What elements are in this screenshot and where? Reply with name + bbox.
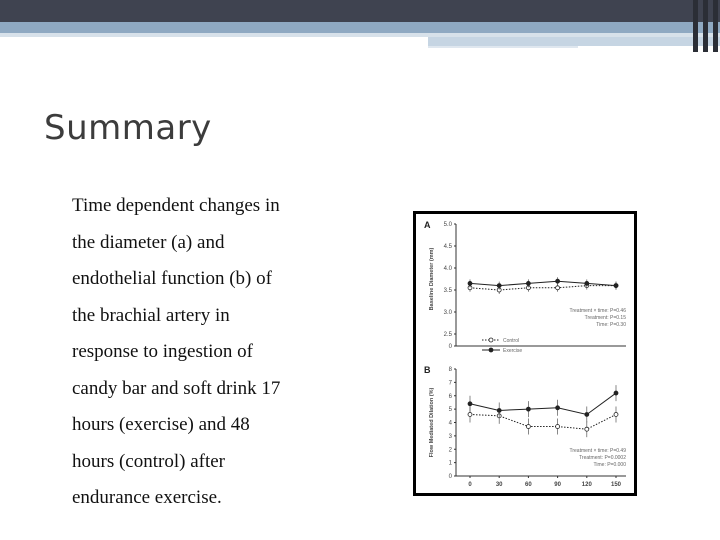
data-point: [585, 427, 589, 431]
y-tick-label: 3.0: [443, 310, 452, 316]
y-tick-label: 6: [448, 393, 452, 400]
y-tick-label: 4.0: [443, 266, 452, 272]
stat-annotation: Time: P=0.30: [596, 322, 626, 328]
body-line: the brachial artery in: [72, 304, 230, 326]
y-tick-label: 2.5: [443, 332, 452, 338]
y-tick-label: 8: [448, 367, 452, 373]
y-tick-label: 0: [448, 474, 452, 480]
y-tick-label: 5.0: [443, 222, 452, 228]
slide-title: Summary: [44, 108, 212, 148]
x-tick-label: 150: [610, 482, 622, 488]
corner-stripe: [713, 0, 718, 52]
y-tick-label: 0: [448, 344, 452, 350]
body-line: endurance exercise.: [72, 487, 222, 508]
x-tick-label: 30: [495, 482, 503, 488]
y-tick-label: 3: [448, 433, 452, 440]
series-line: [470, 414, 616, 429]
panel-label: B: [424, 365, 431, 375]
y-axis-label: Flow Mediated Dilation (%): [429, 387, 435, 458]
data-point: [526, 425, 530, 429]
body-line: endothelial function (b) of: [72, 268, 272, 289]
figure-panel: [413, 211, 637, 496]
stat-annotation: Treatment: P=0.0002: [579, 455, 626, 461]
data-point: [585, 281, 589, 285]
y-tick-label: 1: [448, 460, 452, 467]
body-line: response to ingestion of: [72, 341, 254, 362]
data-point: [526, 281, 530, 285]
figure-chart: [416, 214, 634, 493]
data-point: [468, 402, 472, 406]
y-tick-label: 7: [448, 380, 452, 387]
stat-annotation: Treatment × time: P=0.46: [569, 308, 626, 314]
y-tick-label: 4: [448, 420, 452, 427]
data-point: [468, 412, 472, 416]
legend-label-control: Control: [503, 338, 520, 344]
header-accent-line: [428, 46, 578, 48]
data-point: [526, 407, 530, 411]
y-tick-label: 2: [448, 447, 452, 454]
data-point: [556, 279, 560, 283]
corner-stripe: [693, 0, 698, 52]
data-point: [614, 391, 618, 395]
x-tick-label: 0: [468, 482, 472, 488]
stat-annotation: Treatment: P=0.15: [584, 315, 626, 321]
y-tick-label: 5: [448, 407, 452, 414]
panel-label: A: [424, 220, 431, 230]
x-tick-label: 120: [581, 482, 592, 488]
data-point: [556, 406, 560, 410]
data-point: [614, 412, 618, 416]
body-line: the diameter (a) and: [72, 231, 225, 253]
x-tick-label: 90: [554, 482, 561, 488]
series-line: [470, 393, 616, 414]
data-point: [585, 412, 589, 416]
body-line: Time dependent changes in: [72, 195, 280, 216]
data-point: [497, 284, 501, 288]
header-band-dark: [0, 0, 720, 22]
stat-annotation: Treatment × time: P=0.49: [569, 448, 626, 454]
y-tick-label: 4.5: [443, 244, 452, 250]
data-point: [614, 284, 618, 288]
data-point: [556, 425, 560, 429]
data-point: [468, 281, 472, 285]
y-tick-label: 3.5: [443, 288, 452, 294]
corner-stripe: [703, 0, 708, 52]
legend-marker-control: [489, 338, 493, 342]
series-line: [470, 281, 616, 285]
data-point: [497, 408, 501, 412]
body-line: hours (control) after: [72, 450, 225, 472]
stat-annotation: Time: P=0.000: [593, 462, 626, 468]
legend-marker-exercise: [489, 348, 493, 352]
slide-body-text: [72, 188, 402, 517]
body-line: candy bar and soft drink 17: [72, 377, 281, 399]
legend-label-exercise: Exercise: [503, 348, 523, 354]
x-tick-label: 60: [525, 482, 532, 488]
header-band-blue: [0, 22, 720, 33]
series-line: [470, 286, 616, 290]
header-accent-bar: [428, 37, 720, 46]
data-point: [556, 286, 560, 290]
body-line: hours (exercise) and 48: [72, 414, 250, 435]
y-axis-label: Baseline Diameter (mm): [429, 247, 435, 311]
